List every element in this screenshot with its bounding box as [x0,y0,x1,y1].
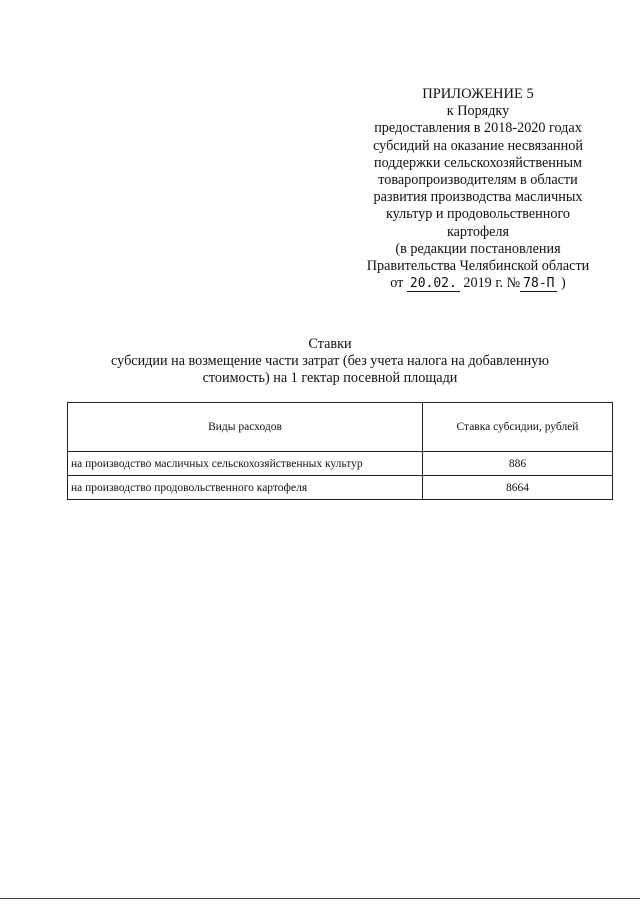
appendix-line: культур и продовольственного [385,206,571,223]
resolution-number: 78-П [520,277,557,292]
header-expense-type: Виды расходов [68,403,423,452]
document-title [60,336,600,387]
table-row [68,452,613,476]
resolution-date: 20.02. [407,277,460,292]
appendix-header [328,86,628,292]
appendix-line: поддержки сельскохозяйственным [374,154,582,171]
title-line: субсидии на возмещение части затрат (без учета налога на добавленную [111,353,549,369]
expense-type-cell: на производство продовольственного картофеля [68,476,423,500]
table-row [68,476,613,500]
header-rate: Ставка субсидии, рублей [423,403,613,452]
appendix-line: к Порядку [446,103,510,120]
appendix-line: (в редакции постановления [395,240,561,257]
appendix-line: субсидий на оказание несвязанной [373,137,583,154]
expense-type-cell: на производство масличных сельскохозяйственных культур [68,452,423,476]
page-bottom-rule [0,898,640,899]
title-line: стоимость) на 1 гектар посевной площади [202,370,458,386]
appendix-line: товаропроизводителям в области [378,172,578,189]
rate-cell: 886 [423,452,613,476]
table-header-row [68,403,613,452]
appendix-line: предоставления в 2018-2020 годах [374,120,582,137]
date-prefix: от [390,275,404,292]
closing-paren: ) [561,275,566,292]
rate-cell: 8664 [423,476,613,500]
appendix-line: Правительства Челябинской области [366,258,590,275]
title-heading: Ставки [308,336,352,352]
rates-table [67,402,613,500]
appendix-line: развития производства масличных [373,189,583,206]
appendix-title: ПРИЛОЖЕНИЕ 5 [422,86,534,102]
year-text: 2019 г. № [463,275,521,292]
resolution-date-line [328,275,628,292]
appendix-line: картофеля [446,223,510,240]
